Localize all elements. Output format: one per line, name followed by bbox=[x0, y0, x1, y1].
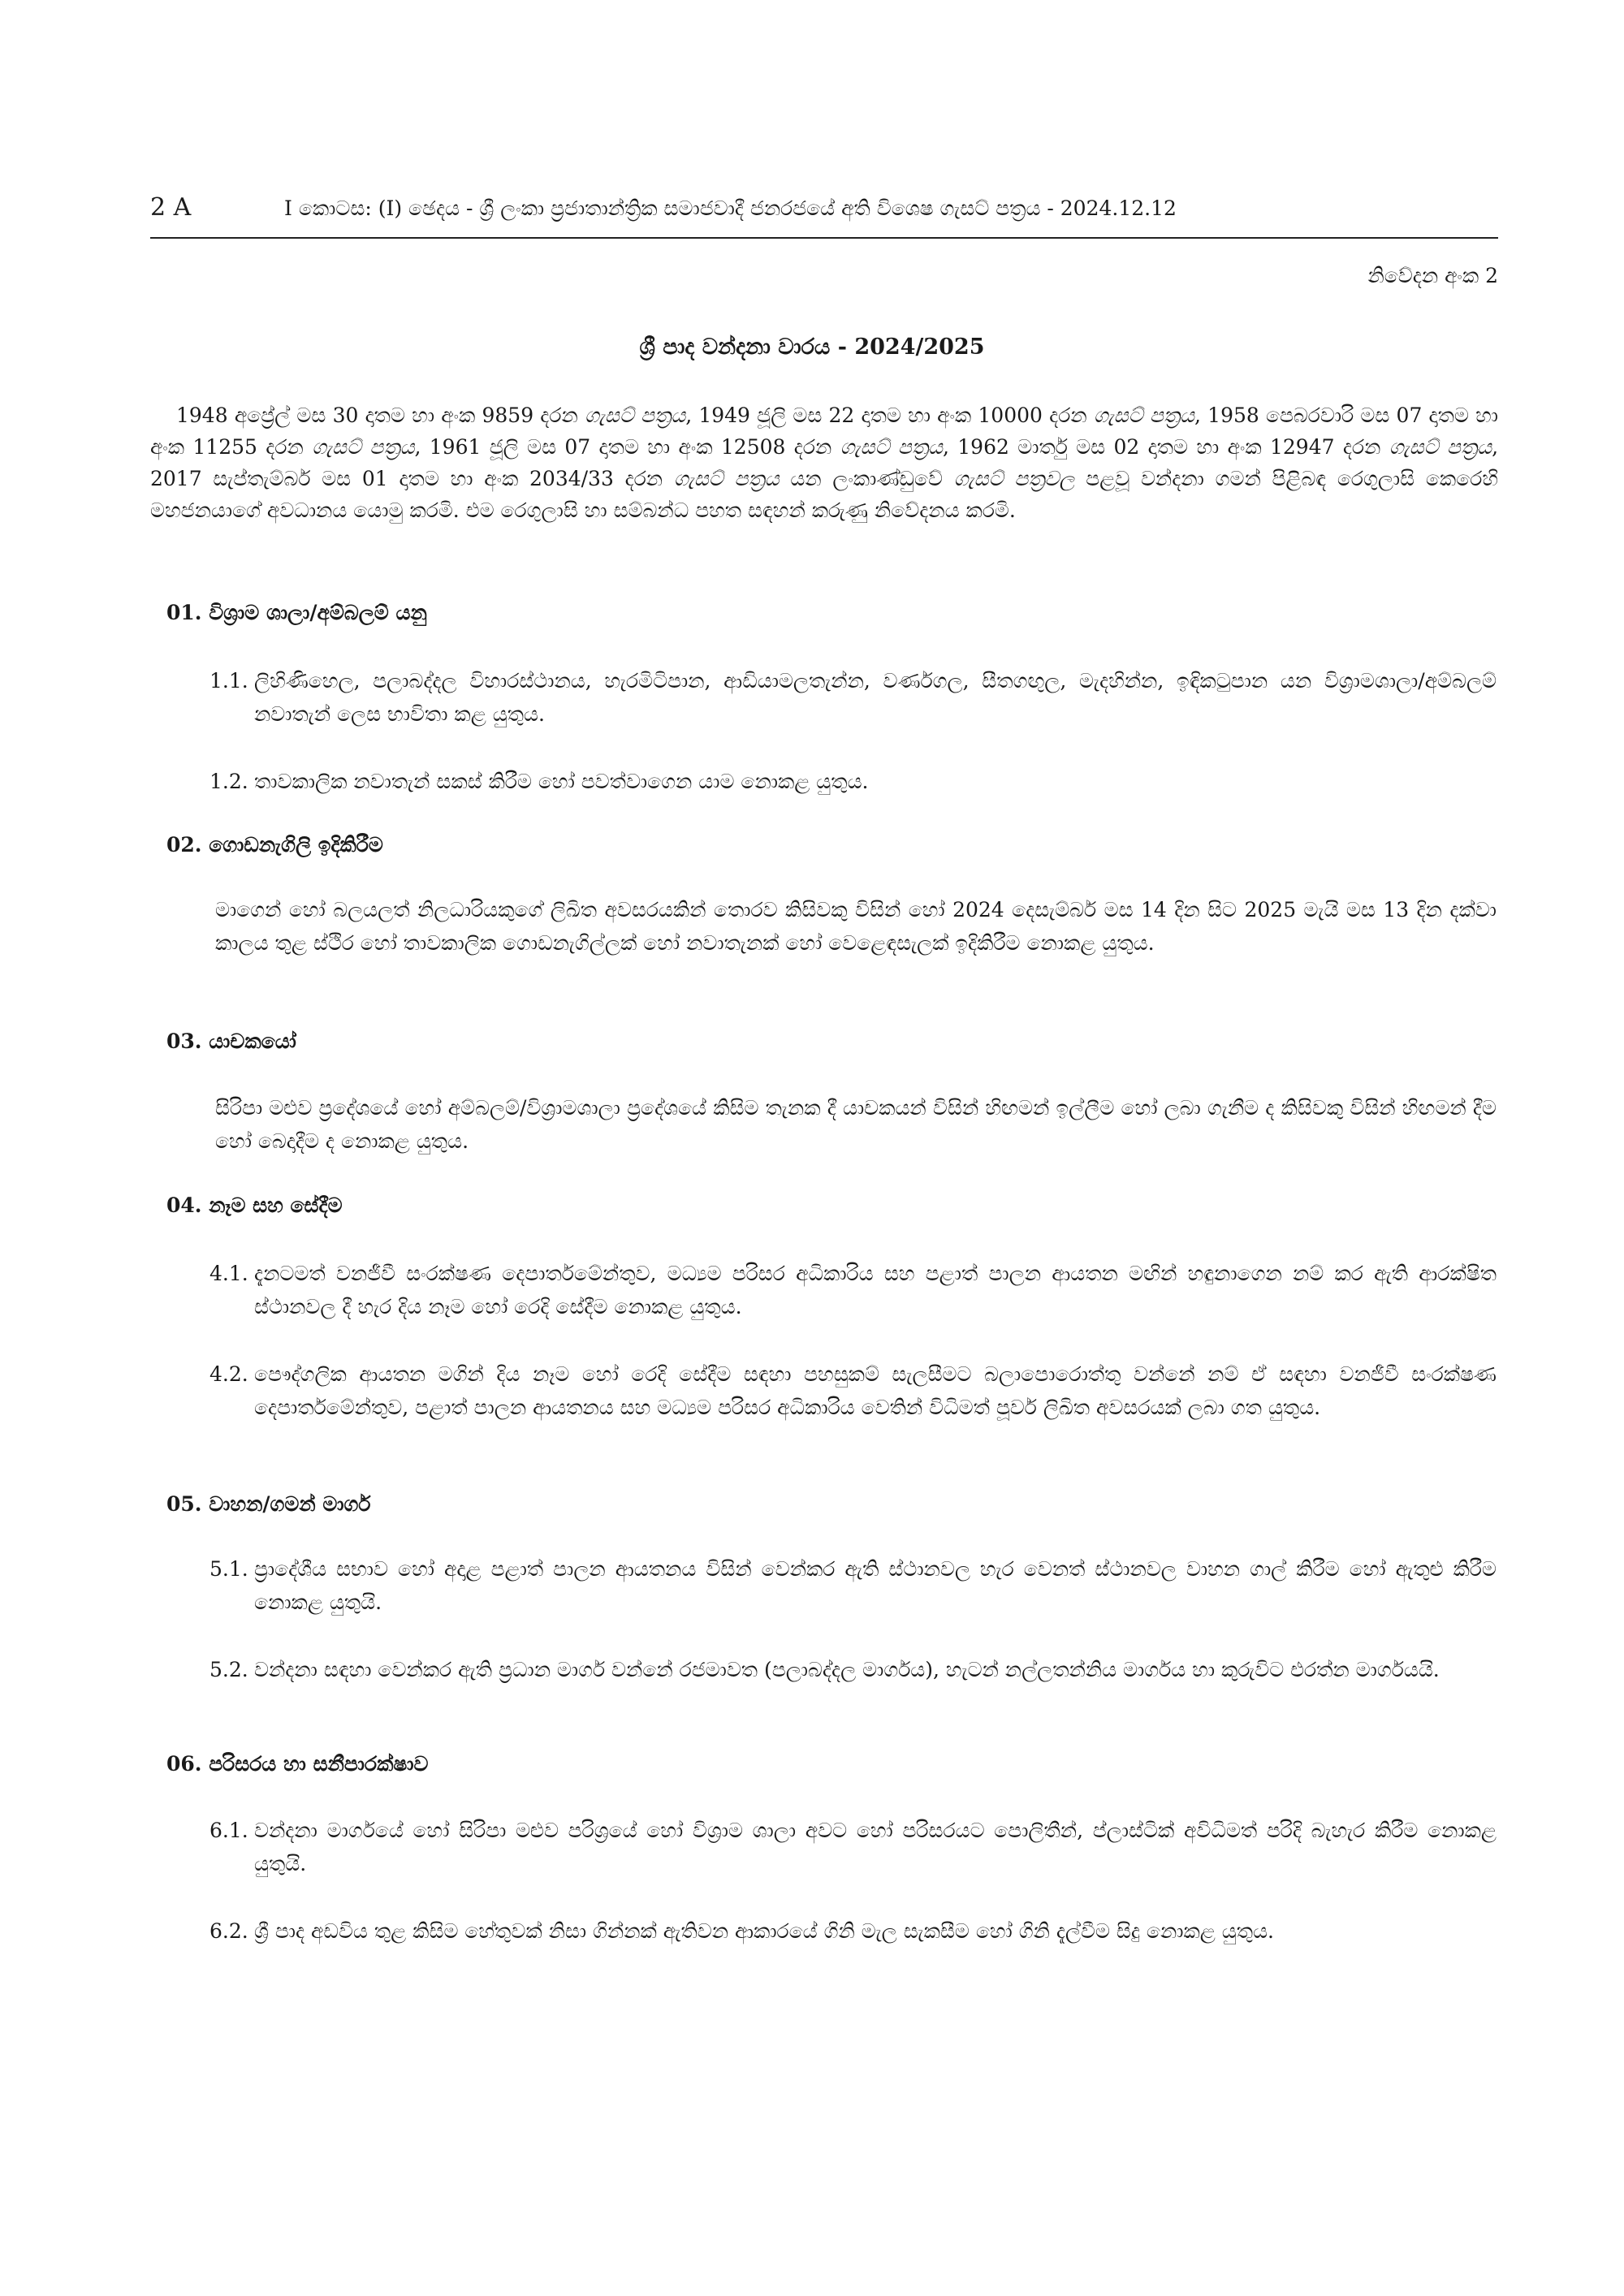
clause-text: තාවකාලික නවාතැන් සකස් කිරීම හෝ පවත්වාගෙන යාම නොකළ යුතුය. bbox=[254, 770, 869, 793]
section-heading-06: 06. පරිසරය හා සනීපාරක්ෂාව bbox=[166, 1752, 429, 1776]
clause-4-2 bbox=[209, 1357, 1497, 1424]
document-title: ශ්‍රී පාද වන්දනා වාරය - 2024/2025 bbox=[639, 334, 985, 360]
clause-6-2 bbox=[209, 1914, 1497, 1948]
section-heading-01: 01. විශ්‍රාම ශාලා/අම්බලම් යනු bbox=[166, 601, 427, 624]
clause-1-1 bbox=[209, 664, 1497, 731]
intro-text: 1948 අප්‍රේල් මස 30 දාතම හා අංක 9859 දරන bbox=[176, 404, 585, 427]
section-02-text: මාගෙන් හෝ බලයලත් නිලධාරියකුගේ ලිඛිත අවසරයකින් තොරව කිසිවකු විසින් හෝ 2024 දෙසැම්බර් මස 14 දින සිට 2025 මැයි මස 13 දින දක්වා කාලය තුළ ස්ථිර හෝ තාවකාලික ගොඩනැගිල්ලක් හෝ නවාතැනක් හෝ වෙළෙඳසැලක් ඉදිකිරීම නොකළ යුතුය. bbox=[215, 898, 1497, 955]
intro-gazette-ref: ගැසට් පත්‍රය bbox=[312, 435, 415, 459]
intro-gazette-ref: ගැසට් පත්‍රය bbox=[1093, 404, 1195, 427]
clause-1-2 bbox=[209, 765, 1497, 798]
clause-number: 4.1. bbox=[209, 1262, 248, 1285]
page-number: 2 A bbox=[150, 193, 192, 222]
section-heading-02: 02. ගොඩනැගිලි ඉදිකිරීම bbox=[166, 833, 383, 857]
intro-text: , 1961 ජූලි මස 07 දාතම හා අංක 12508 දරන bbox=[414, 435, 840, 459]
clause-text: ප්‍රාදේශීය සභාව හෝ අදාළ පළාත් පාලන ආයතනය විසින් වෙන්කර ඇති ස්ථානවල හැර වෙනත් ස්ථානවල වාහන ගාල් කිරීම හෝ ඇතුළු කිරීම නොකළ යුතුයි. bbox=[254, 1557, 1497, 1614]
clause-text: දැනටමත් වනජීවී සංරක්ෂණ දෙපාර්තමේන්තුව, මධ්‍යම පරිසර අධිකාරිය සහ පළාත් පාලන ආයතන මඟින් හඳුනාගෙන නම් කර ඇති ආරක්ෂිත ස්ථානවල දී හැර දිය නෑම හෝ රෙදි සේදීම නොකළ යුතුය. bbox=[254, 1262, 1497, 1318]
intro-gazette-ref: ගැසට් පත්‍රය bbox=[673, 467, 780, 490]
intro-gazette-ref: ගැසට් පත්‍රය bbox=[840, 435, 943, 459]
intro-text: පළවූ වන්දනා ගමන් පිළිබඳ රෙගුලාසි කෙරෙහි මහජනයාගේ අවධානය යොමු කරමි. එම රෙගුලාසි හා සම්බන්ධ පහත සඳහන් කරුණු නිවේදනය කරමි. bbox=[150, 467, 1499, 522]
page-header bbox=[150, 193, 1498, 226]
intro-gazette-ref: ගැසට් පත්‍රවල bbox=[953, 467, 1075, 490]
clause-4-1 bbox=[209, 1257, 1497, 1323]
intro-text: , 1949 ජූලි මස 22 දාතම හා අංක 10000 දරන bbox=[685, 404, 1094, 427]
intro-text: යන ලංකාණ්ඩුවේ bbox=[779, 467, 954, 490]
clause-text: වන්දනා මාර්ගයේ හෝ සිරිපා මළුව පරිශ්‍රයේ හෝ විශ්‍රාම ශාලා අවට හෝ පරිසරයට පොලිතීන්, ප්ලාස්ටික් අවිධිමත් පරිදි බැහැර කිරීම නොකළ යුතුයි. bbox=[254, 1819, 1497, 1875]
section-03-text: සිරිපා මළුව ප්‍රදේශයේ හෝ අම්බලම්/විශ්‍රාමශාලා ප්‍රදේශයේ කිසිම තැනක දී යාචකයන් විසින් හිඟමන් ඉල්ලීම හෝ ලබා ගැනීම ද කිසිවකු විසින් හිඟමන් දීම හෝ බෙදාදීම ද නොකළ යුතුය. bbox=[215, 1096, 1497, 1153]
clause-number: 6.1. bbox=[209, 1819, 248, 1842]
clause-text: ලිහිණිහෙල, පලාබද්දල විහාරස්ථානය, හැරමිටිපාන, ආඩියාමලතැන්න, වර්ණගල, සීතගඟුල, මැදහින්න, ඉඳිකටුපාන යන විශ්‍රාමශාලා/අම්බලම් නවාතැන් ලෙස භාවිතා කළ යුතුය. bbox=[254, 669, 1497, 726]
clause-5-2 bbox=[209, 1653, 1497, 1686]
intro-text: , 1958 පෙබරවාරි මස 07 දාතම හා අංක 11255 දරන bbox=[150, 404, 1499, 459]
header-divider bbox=[150, 237, 1498, 239]
intro-gazette-ref: ගැසට් පත්‍රය bbox=[585, 404, 686, 427]
clause-6-1 bbox=[209, 1814, 1497, 1880]
clause-5-1 bbox=[209, 1552, 1497, 1619]
intro-paragraph bbox=[150, 399, 1498, 526]
clause-number: 6.2. bbox=[209, 1919, 248, 1943]
header-title: I කොටස: (I) ඡෙදය - ශ්‍රී ලංකා ප්‍රජාතාන්ත්‍රික සමාජවාදී ජනරජයේ අති විශෙෂ ගැසට් පත්‍රය - 2024.12.12 bbox=[284, 196, 1177, 220]
section-heading-04: 04. නෑම සහ සේදීම bbox=[166, 1193, 343, 1217]
clause-text: ශ්‍රී පාද අඩවිය තුළ කිසිම හේතුවක් නිසා ගින්නක් ඇතිවන ආකාරයේ ගිනි මැල සැකසීම හෝ ගිනි දැල්වීම සිදු නොකළ යුතුය. bbox=[254, 1919, 1274, 1943]
intro-gazette-ref: ගැසට් පත්‍රය bbox=[1389, 435, 1492, 459]
clause-number: 4.2. bbox=[209, 1362, 248, 1386]
intro-text: , 1962 මාර්තු මස 02 දාතම හා අංක 12947 දරන bbox=[942, 435, 1389, 459]
clause-number: 1.1. bbox=[209, 669, 248, 693]
section-heading-05: 05. වාහන/ගමන් මාර්ග bbox=[166, 1492, 371, 1516]
section-heading-03: 03. යාචකයෝ bbox=[166, 1029, 296, 1053]
clause-number: 1.2. bbox=[209, 770, 248, 793]
clause-text: පෞද්ගලික ආයතන මගින් දිය නෑම හෝ රෙදි සේදීම සඳහා පහසුකම් සැලසීමට බලාපොරොත්තු වන්නේ නම් ඒ සඳහා වනජීවී සංරක්ෂණ දෙපාර්තමේන්තුව, පළාත් පාලන ආයතනය සහ මධ්‍යම පරිසර අධිකාරිය වෙතින් විධිමත් පූර්ව ලිඛිත අවසරයක් ලබා ගත යුතුය. bbox=[254, 1362, 1497, 1419]
clause-number: 5.1. bbox=[209, 1557, 248, 1581]
notice-number: නිවේදන අංක 2 bbox=[1367, 264, 1498, 287]
intro-text: , 2017 සැප්තැම්බර් මස 01 දාතම හා අංක 2034/33 දරන bbox=[150, 435, 1499, 490]
clause-number: 5.2. bbox=[209, 1658, 248, 1681]
clause-text: වන්දනා සඳහා වෙන්කර ඇති ප්‍රධාන මාර්ග වන්නේ රජමාවත (පලාබද්දල මාර්ගය), හැටන් නල්ලතන්නිය මාර්ගය හා කුරුවිට එරත්න මාර්ගයයි. bbox=[254, 1658, 1440, 1681]
